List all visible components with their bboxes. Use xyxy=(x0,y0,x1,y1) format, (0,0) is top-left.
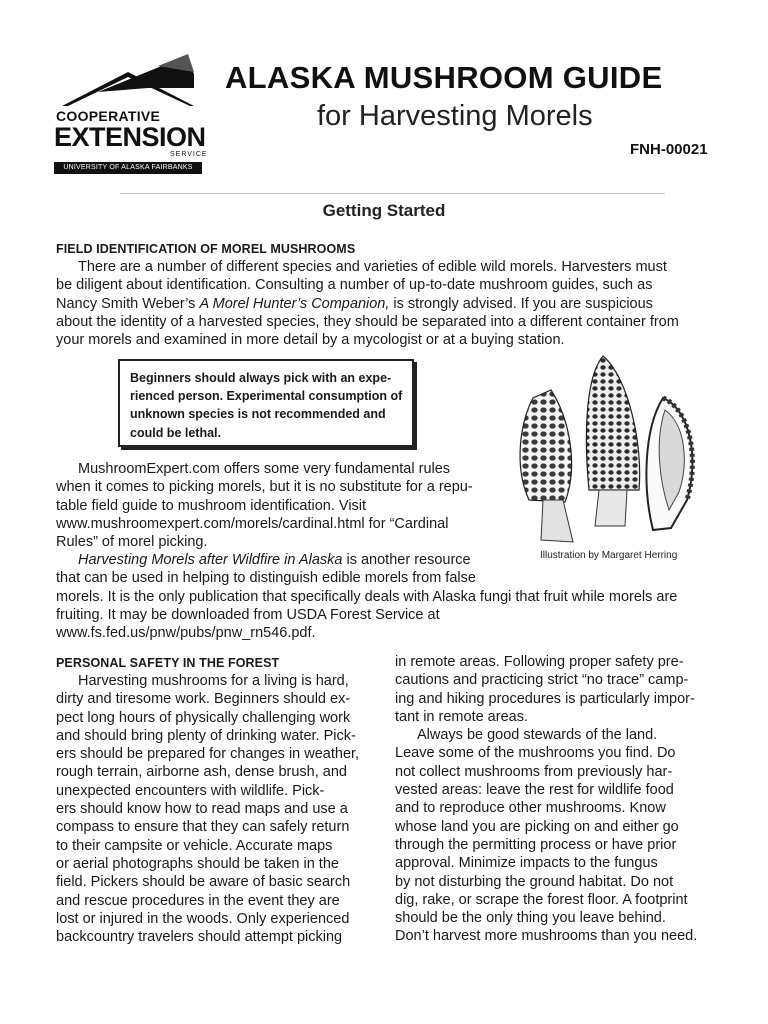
paragraph-line: cautions and practicing strict “no trace” camp- xyxy=(395,672,689,689)
paragraph-line: pect long hours of physically challenging work xyxy=(56,709,351,726)
paragraph-line: to their campsite or vehicle. Accurate maps xyxy=(56,837,333,854)
extension-logo xyxy=(50,38,208,188)
header-divider xyxy=(120,193,665,194)
callout-line: unknown species is not recommended and xyxy=(130,407,386,422)
paragraph-line: ers should be prepared for changes in weather, xyxy=(56,746,360,763)
usda-link-line: www.fs.fed.us/pnw/pubs/pnw_rn546.pdf. xyxy=(56,625,316,642)
paragraph-line: in remote areas. Following proper safety pre- xyxy=(395,654,684,670)
safety-left-column xyxy=(56,672,386,946)
book-title-morel-hunters-companion: A Morel Hunter’s Companion, xyxy=(199,295,390,312)
paragraph-line: fruiting. It may be downloaded from USDA Forest Service at xyxy=(56,606,440,623)
paragraph-line: when it comes to picking morels, but it is no substitute for a repu- xyxy=(56,479,473,496)
paragraph-line: by not disturbing the ground habitat. Do not xyxy=(395,873,674,890)
personal-safety-heading: PERSONAL SAFETY IN THE FOREST xyxy=(56,656,280,670)
paragraph-line: your morels and examined in more detail by a mycologist or at a buying station. xyxy=(56,332,565,349)
beginner-warning-callout xyxy=(118,359,414,447)
paragraph-line: Nancy Smith Weber’s A Morel Hunter’s Companion, is strongly advised. If you are suspicious xyxy=(56,295,653,312)
paragraph-line: or aerial photographs should be taken in the xyxy=(56,855,339,872)
paragraph-line: and rescue procedures in the event they are xyxy=(56,892,340,909)
paragraph-line: compass to ensure that they can safely return xyxy=(56,819,350,836)
paragraph-line: backcountry travelers should attempt picking xyxy=(56,929,343,946)
paragraph-line: Always be good stewards of the land. xyxy=(417,727,658,744)
paragraph-line: table field guide to mushroom identification. Visit xyxy=(56,497,367,514)
paragraph-line: ers should know how to read maps and use a xyxy=(56,801,348,818)
paragraph-line: should be the only thing you leave behind. xyxy=(395,910,666,927)
paragraph-line: There are a number of different species and varieties of edible wild morels. Harvesters must xyxy=(78,259,667,275)
paragraph-line: dig, rake, or scrape the forest floor. A footprint xyxy=(395,891,688,908)
paragraph-line: and to reproduce other mushrooms. Know xyxy=(395,800,666,817)
paragraph-line: Leave some of the mushrooms you find. Do xyxy=(395,745,676,762)
callout-line: Beginners should always pick with an expe- xyxy=(130,371,392,385)
logo-line-cooperative: COOPERATIVE xyxy=(56,108,161,124)
paragraph-line: about the identity of a harvested species, they should be separated into a different container from xyxy=(56,313,679,330)
paragraph-line: that can be used in helping to distinguish edible morels from false xyxy=(56,570,476,587)
paragraph-line: dirty and tiresome work. Beginners should ex- xyxy=(56,691,351,708)
mushroom-expert-paragraph xyxy=(56,460,496,551)
paragraph-line: unexpected encounters with wildlife. Pick- xyxy=(56,782,325,799)
logo-line-extension: EXTENSION xyxy=(54,122,206,152)
paragraph-line: Rules” of morel picking. xyxy=(56,534,208,551)
paragraph-line: lost or injured in the woods. Only experienced xyxy=(56,910,350,927)
paragraph-line: ing and hiking procedures is particularly impor- xyxy=(395,690,695,707)
field-identification-paragraph xyxy=(56,258,716,349)
paragraph-line: approval. Minimize impacts to the fungus xyxy=(395,855,658,872)
document-subtitle: for Harvesting Morels xyxy=(317,100,593,132)
paragraph-line: not collect mushrooms from previously har- xyxy=(395,763,673,780)
wildfire-resource-paragraph xyxy=(56,551,726,642)
cardinal-rules-link-line: www.mushroomexpert.com/morels/cardinal.html for “Cardinal xyxy=(56,515,449,532)
callout-line: could be lethal. xyxy=(130,425,221,440)
callout-line: rienced person. Experimental consumption of xyxy=(130,389,403,404)
logo-mountain-icon xyxy=(58,52,198,108)
paragraph-line: through the permitting process or have prior xyxy=(395,836,677,853)
paragraph-line: and should bring plenty of drinking water. Pick- xyxy=(56,727,356,744)
publication-title-wildfire: Harvesting Morels after Wildfire in Alaska xyxy=(78,552,343,568)
safety-right-column xyxy=(395,653,725,946)
paragraph-line: rough terrain, airborne ash, dense brush, and xyxy=(56,764,347,781)
illustration-caption: Illustration by Margaret Herring xyxy=(540,550,678,561)
publication-code: FNH-00021 xyxy=(630,141,708,158)
paragraph-line: morels. It is the only publication that specifically deals with Alaska fungi that fruit while morels are xyxy=(56,588,678,605)
paragraph-line: whose land you are picking on and either go xyxy=(395,818,679,835)
paragraph-line: Harvesting Morels after Wildfire in Alaska is another resource xyxy=(78,552,471,568)
paragraph-line: vested areas: leave the rest for wildlife food xyxy=(395,782,674,799)
section-title: Getting Started xyxy=(322,201,446,220)
paragraph-line: tant in remote areas. xyxy=(395,708,528,725)
field-identification-heading: FIELD IDENTIFICATION OF MOREL MUSHROOMS xyxy=(56,242,356,256)
paragraph-line: MushroomExpert.com offers some very fundamental rules xyxy=(78,461,451,477)
logo-university-bar: UNIVERSITY OF ALASKA FAIRBANKS xyxy=(54,162,202,174)
paragraph-line: Harvesting mushrooms for a living is hard, xyxy=(78,673,349,689)
paragraph-line: field. Pickers should be aware of basic search xyxy=(56,874,351,891)
paragraph-line: be diligent about identification. Consulting a number of up-to-date mushroom guides, such as xyxy=(56,277,653,294)
paragraph-line: Don’t harvest more mushrooms than you need. xyxy=(395,928,698,945)
document-title: ALASKA MUSHROOM GUIDE xyxy=(225,60,663,95)
logo-line-service: SERVICE xyxy=(170,151,208,158)
morel-mushrooms-illustration xyxy=(503,350,703,550)
